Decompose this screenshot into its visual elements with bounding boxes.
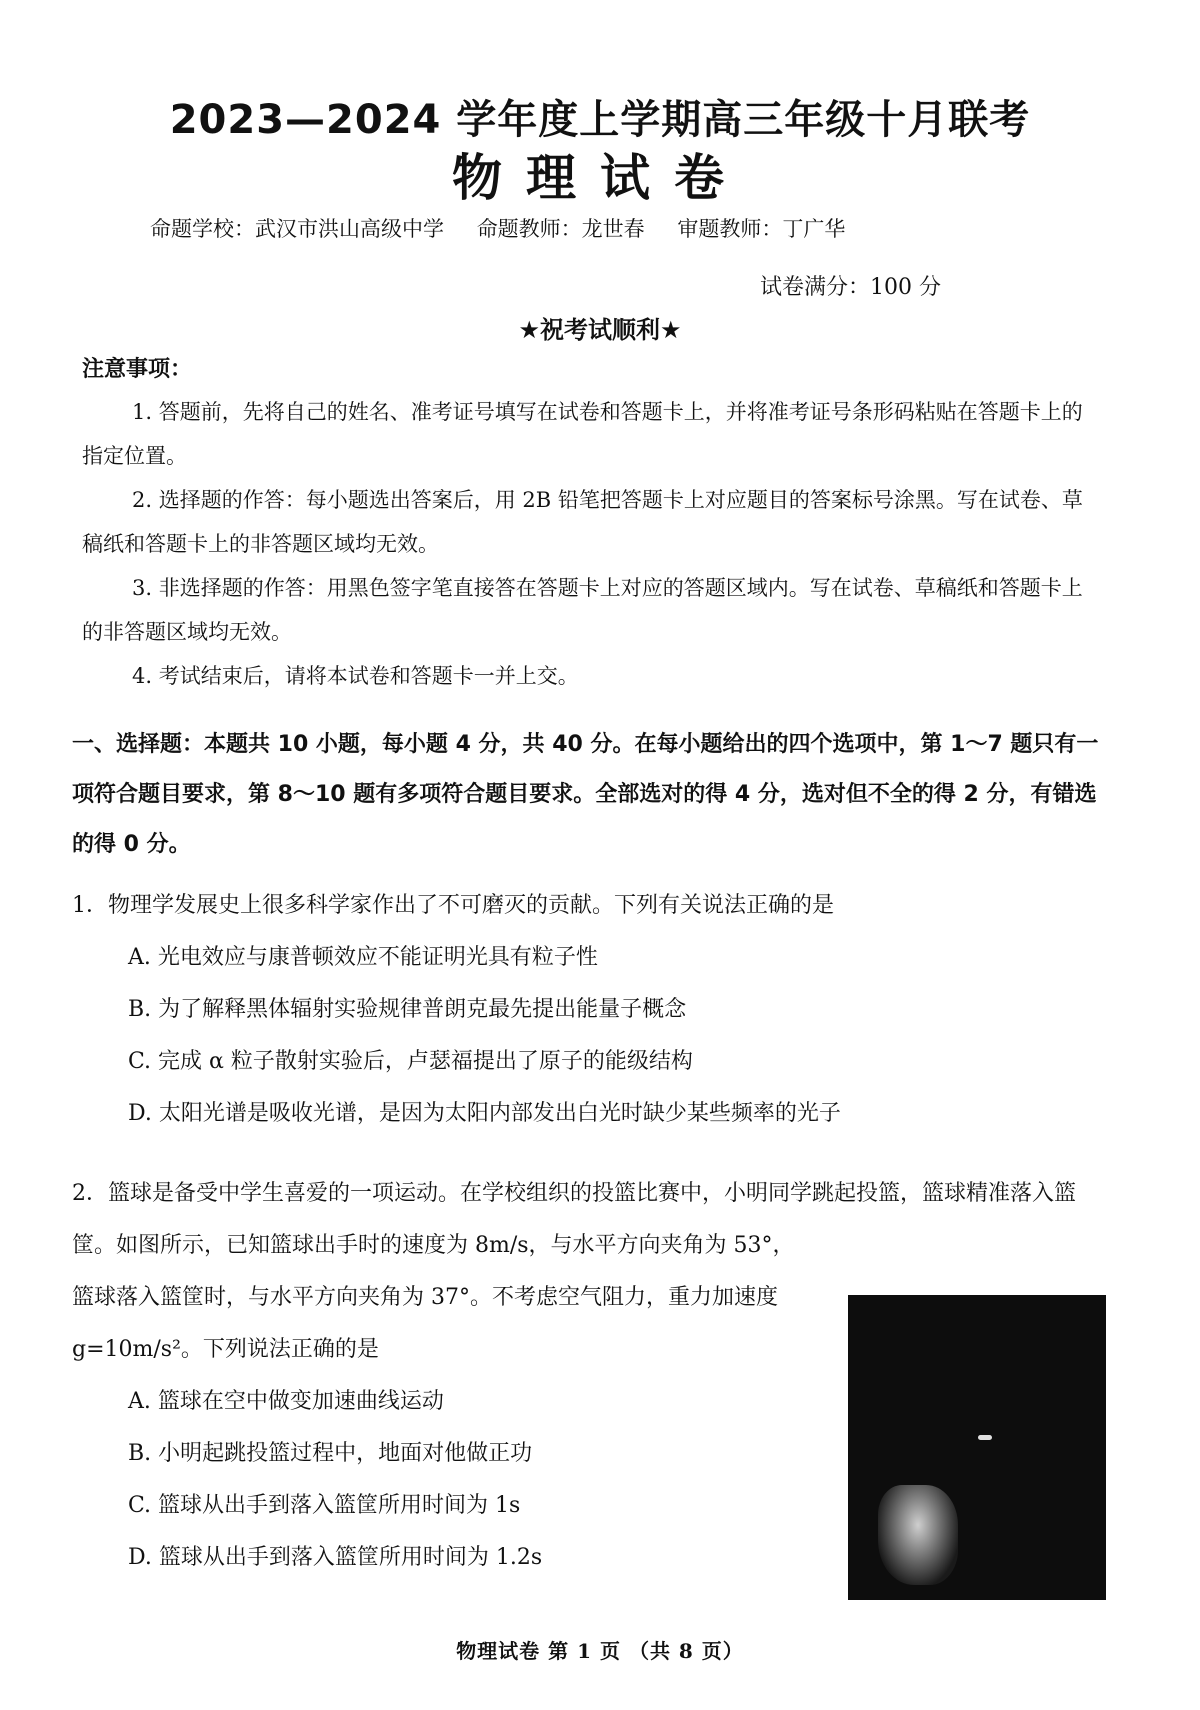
option-d: D. 太阳光谱是吸收光谱，是因为太阳内部发出白光时缺少某些频率的光子 (128, 1101, 841, 1126)
figure-highlight (978, 1435, 992, 1440)
question-stem: 2．篮球是备受中学生喜爱的一项运动。在学校组织的投篮比赛中，小明同学跳起投篮，篮球精准落入篮筐。如图所示，已知篮球出手时的速度为 8m/s，与水平方向夹角为 53°， (72, 1181, 1077, 1258)
question-stem-cont: 篮球落入篮筐时，与水平方向夹角为 37°。不考虑空气阻力，重力加速度 g=10m/s²。下列说法正确的是 (72, 1285, 778, 1362)
exam-title: 2023—2024 学年度上学期高三年级十月联考 (169, 97, 1031, 143)
question-1 (72, 880, 1107, 1140)
option-c: C. 完成 α 粒子散射实验后，卢瑟福提出了原子的能级结构 (128, 1049, 693, 1074)
subject-title: 物理试卷 (452, 149, 748, 207)
note-item: 2. 选择题的作答：每小题选出答案后，用 2B 铅笔把答题卡上对应题目的答案标号涂黑。写在试卷、草稿纸和答题卡上的非答题区域均无效。 (82, 488, 1083, 556)
option-b: B. 为了解释黑体辐射实验规律普朗克最先提出能量子概念 (128, 997, 687, 1022)
option-a: A. 篮球在空中做变加速曲线运动 (128, 1389, 444, 1414)
good-luck-banner: ★祝考试顺利★ (518, 316, 682, 344)
note-item: 1. 答题前，先将自己的姓名、准考证号填写在试卷和答题卡上，并将准考证号条形码粘贴在答题卡上的指定位置。 (82, 400, 1083, 468)
page-footer: 物理试卷 第 1 页 （共 8 页） (456, 1639, 744, 1663)
full-score: 试卷满分：100 分 (760, 275, 941, 300)
teacher-label: 命题教师：龙世春 (476, 217, 645, 241)
note-item: 3. 非选择题的作答：用黑色签字笔直接答在答题卡上对应的答题区域内。写在试卷、草稿纸和答题卡上的非答题区域均无效。 (82, 576, 1083, 644)
exam-meta (150, 213, 1100, 243)
note-item: 4. 考试结束后，请将本试卷和答题卡一并上交。 (132, 664, 579, 688)
basketball-figure (848, 1295, 1106, 1600)
option-d: D. 篮球从出手到落入篮筐所用时间为 1.2s (128, 1545, 543, 1570)
notes-list (82, 390, 1102, 698)
option-a: A. 光电效应与康普顿效应不能证明光具有粒子性 (128, 945, 598, 970)
section-instructions: 一、选择题：本题共 10 小题，每小题 4 分，共 40 分。在每小题给出的四个选项中，第 1～7 题只有一项符合题目要求，第 8～10 题有多项符合题目要求。全部选对的得 4 分，选对但不全的得 2 分，有错选的得 0 分。 (72, 732, 1099, 857)
school-label: 命题学校：武汉市洪山高级中学 (150, 217, 444, 241)
options-list (72, 1376, 812, 1584)
figure-player-shape (878, 1485, 958, 1585)
option-b: B. 小明起跳投篮过程中，地面对他做正功 (128, 1441, 533, 1466)
option-c: C. 篮球从出手到落入篮筐所用时间为 1s (128, 1493, 521, 1518)
notes-title: 注意事项： (82, 357, 193, 382)
reviewer-label: 审题教师：丁广华 (677, 217, 846, 241)
question-stem: 1．物理学发展史上很多科学家作出了不可磨灭的贡献。下列有关说法正确的是 (72, 893, 834, 918)
